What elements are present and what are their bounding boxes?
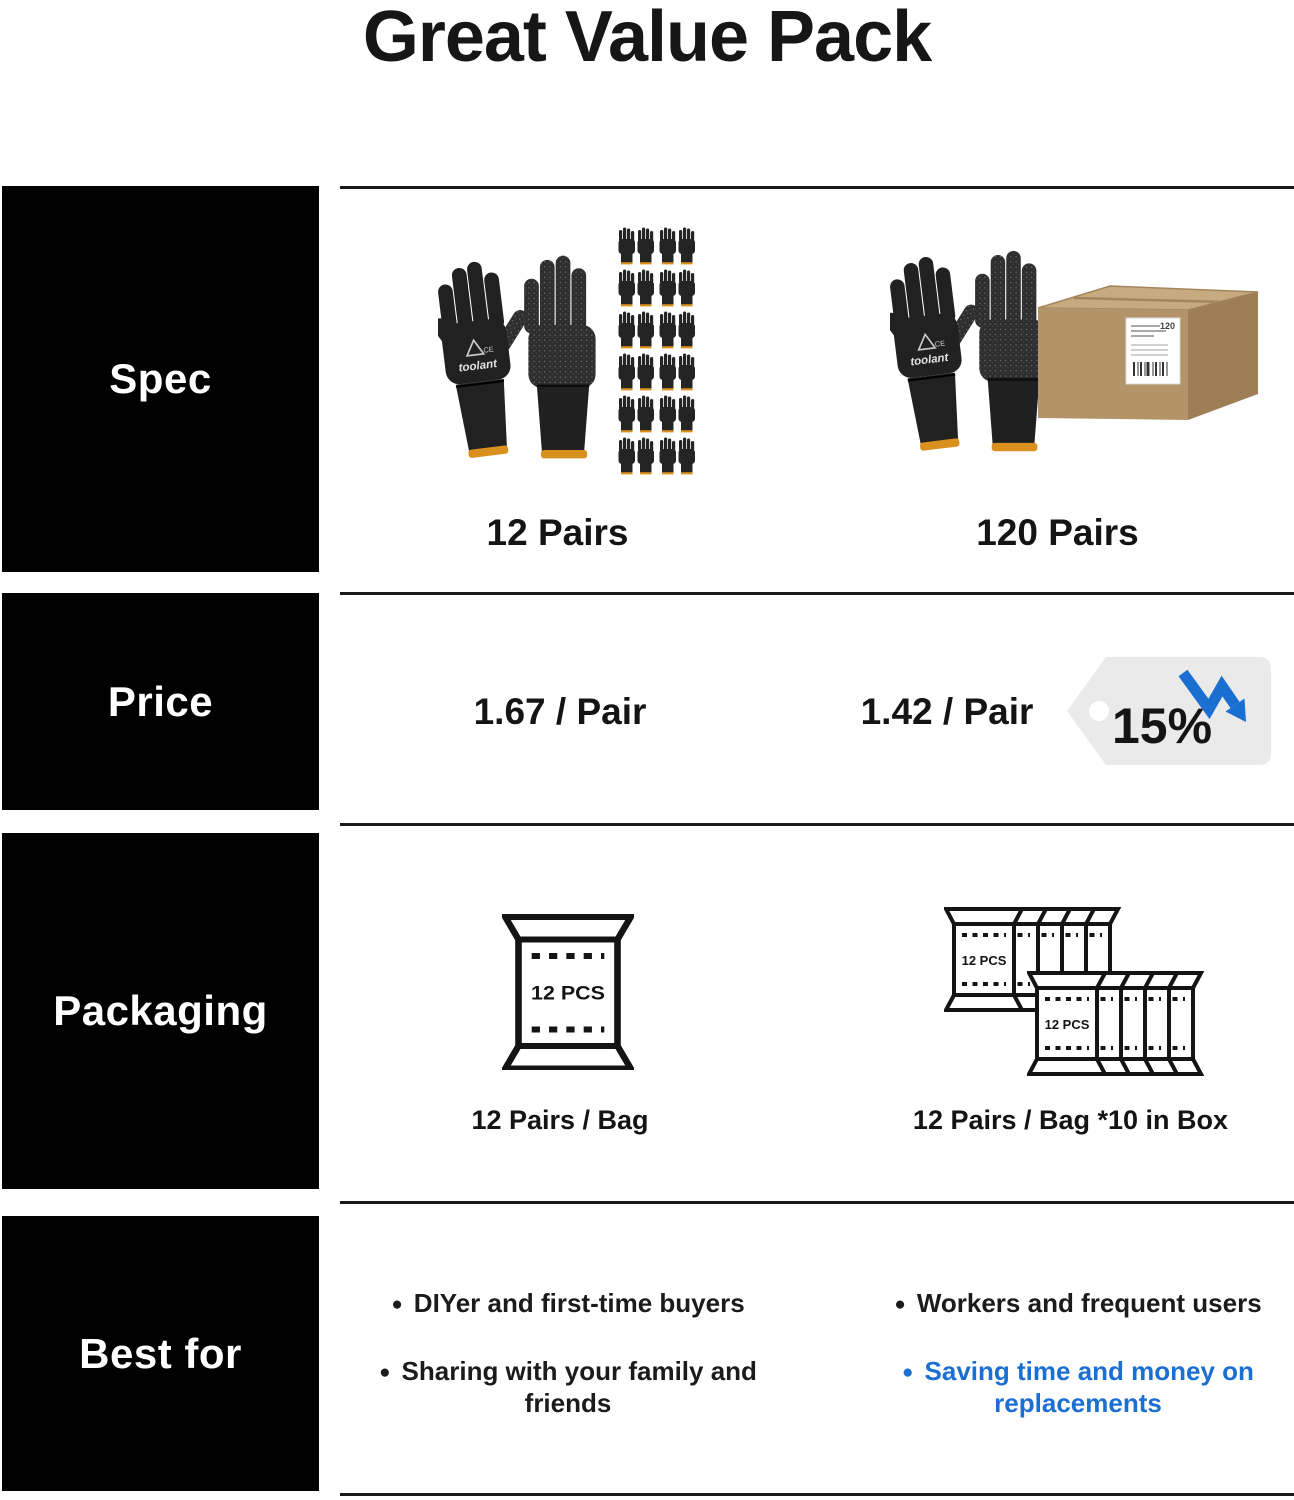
carton-box-image bbox=[1028, 248, 1266, 426]
mini-glove-pair-icon bbox=[616, 226, 656, 268]
row-label-spec: Spec bbox=[2, 186, 319, 572]
box-label-number: 120 bbox=[1159, 321, 1175, 331]
mini-glove-pair-icon bbox=[616, 394, 656, 436]
glove-pair-image-12 bbox=[438, 238, 604, 474]
bag-count-label: 12 PCS bbox=[961, 953, 1007, 968]
mini-glove-pair-icon bbox=[657, 436, 697, 478]
packaging-caption-right: 12 Pairs / Bag *10 in Box bbox=[912, 1105, 1229, 1135]
spec-caption-right: 120 Pairs bbox=[976, 512, 1139, 553]
row-label-packaging: Packaging bbox=[2, 833, 319, 1189]
row-divider bbox=[340, 823, 1294, 826]
row-label-best-for: Best for bbox=[2, 1216, 319, 1491]
bag-count-label: 12 PCS bbox=[1044, 1017, 1090, 1032]
bag-stack-icon bbox=[1027, 970, 1205, 1076]
best-for-item: ● DIYer and first-time buyers bbox=[350, 1288, 786, 1320]
mini-glove-pair-icon bbox=[616, 436, 656, 478]
spec-caption-left: 12 Pairs bbox=[486, 512, 629, 553]
price-per-pair-120: 1.42 / Pair bbox=[860, 691, 1034, 732]
row-divider bbox=[340, 1493, 1294, 1496]
mini-glove-pair-icon bbox=[616, 352, 656, 394]
best-for-list-right bbox=[860, 1288, 1294, 1418]
best-for-item-highlighted: ● Saving time and money on replacements bbox=[860, 1356, 1294, 1418]
mini-glove-pair-icon bbox=[616, 268, 656, 310]
mini-glove-pair-icon bbox=[657, 310, 697, 352]
row-divider bbox=[340, 592, 1294, 595]
best-for-item: ● Sharing with your family and friends bbox=[350, 1356, 786, 1418]
row-divider bbox=[340, 186, 1294, 189]
mini-glove-pair-icon bbox=[657, 268, 697, 310]
price-per-pair-12: 1.67 / Pair bbox=[473, 691, 647, 732]
box-shipping-label bbox=[1126, 318, 1180, 384]
bag-count-label: 12 PCS bbox=[531, 982, 605, 1005]
mini-glove-pair-icon bbox=[657, 394, 697, 436]
packaging-caption-left: 12 Pairs / Bag bbox=[471, 1105, 649, 1135]
tag-hole bbox=[1089, 701, 1109, 721]
row-divider bbox=[340, 1201, 1294, 1204]
page-title: Great Value Pack bbox=[362, 0, 932, 77]
row-label-price: Price bbox=[2, 593, 319, 810]
best-for-item: ● Workers and frequent users bbox=[860, 1288, 1294, 1320]
glove-grid-12-pairs bbox=[616, 226, 702, 478]
mini-glove-pair-icon bbox=[616, 310, 656, 352]
discount-tag bbox=[1062, 653, 1275, 769]
bag-icon bbox=[502, 914, 634, 1070]
mini-glove-pair-icon bbox=[657, 352, 697, 394]
discount-percent: 15% bbox=[1111, 698, 1213, 754]
best-for-list-left bbox=[350, 1288, 786, 1418]
mini-glove-pair-icon bbox=[657, 226, 697, 268]
